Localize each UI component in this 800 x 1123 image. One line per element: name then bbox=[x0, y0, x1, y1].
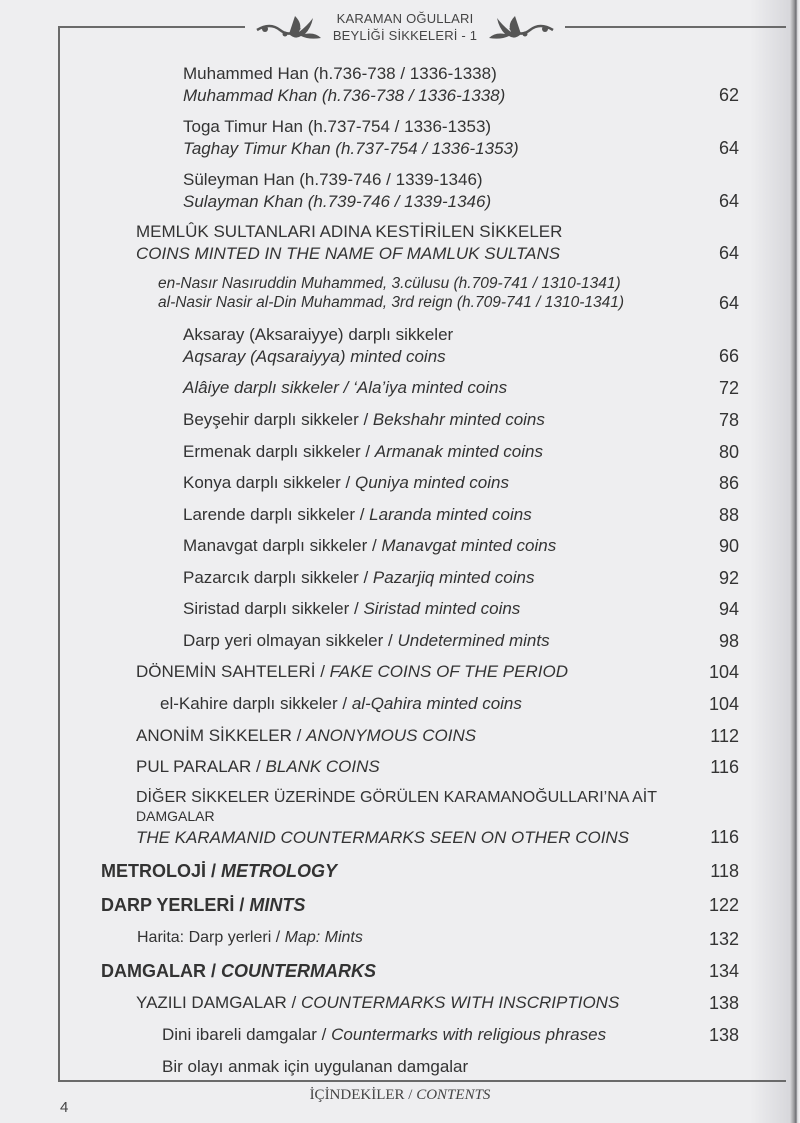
entry-title-en: al-Nasir Nasir al-Din Muhammad, 3rd reign (h.709-741 / 1310-1341) bbox=[158, 294, 625, 311]
entry-page: 98 bbox=[718, 631, 739, 651]
entry-page: 64 bbox=[718, 191, 739, 211]
entry-page: 90 bbox=[718, 536, 739, 556]
entry-title-tr: Süleyman Han (h.739-746 / 1339-1346) bbox=[183, 170, 483, 189]
entry-title-tr: Konya darplı sikkeler / bbox=[183, 473, 355, 492]
entry-page: 64 bbox=[718, 293, 739, 313]
page-number: 4 bbox=[60, 1099, 69, 1116]
entry-title-tr: YAZILI DAMGALAR / bbox=[136, 993, 302, 1012]
entry-page: 116 bbox=[710, 757, 739, 777]
entry-title-en: Aqsaray (Aqsaraiyya) minted coins bbox=[183, 347, 446, 366]
entry-title-en: ‘Ala’iya minted coins bbox=[353, 378, 508, 397]
entry-title-en: Undetermined mints bbox=[397, 631, 550, 650]
footer-title-en: CONTENTS bbox=[416, 1087, 491, 1103]
entry-title-en: COUNTERMARKS WITH INSCRIPTIONS bbox=[301, 993, 620, 1012]
entry-title-tr: Beyşehir darplı sikkeler / bbox=[183, 410, 373, 429]
entry-title-en: Muhammad Khan (h.736-738 / 1336-1338) bbox=[183, 86, 506, 105]
entry-page: 116 bbox=[710, 827, 739, 847]
entry-title-en: FAKE COINS OF THE PERIOD bbox=[329, 662, 568, 681]
entry-page: 122 bbox=[708, 895, 739, 915]
entry-page: 88 bbox=[718, 505, 739, 525]
entry-title-tr-line2: DAMGALAR bbox=[136, 808, 215, 824]
page-edge bbox=[790, 0, 800, 1123]
entry-page: 86 bbox=[718, 473, 739, 493]
entry-title-tr: DİĞER SİKKELER ÜZERİNDE GÖRÜLEN KARAMANOĞULLARI’NA AİT bbox=[136, 789, 658, 806]
entry-page: 62 bbox=[718, 85, 739, 105]
entry-title-tr: Manavgat darplı sikkeler / bbox=[183, 536, 382, 555]
entry-page: 78 bbox=[718, 410, 739, 430]
entry-title-tr: Pazarcık darplı sikkeler / bbox=[183, 568, 373, 587]
entry-title-en: Pazarjiq minted coins bbox=[372, 568, 535, 587]
entry-title-en: Siristad minted coins bbox=[363, 599, 521, 618]
entry-title-en: Taghay Timur Khan (h.737-754 / 1336-1353) bbox=[183, 139, 519, 158]
entry-page: 118 bbox=[710, 861, 739, 881]
entry-page: 94 bbox=[718, 599, 739, 619]
entry-title-en: Countermarks with religious phrases bbox=[331, 1025, 607, 1044]
header-line-2: BEYLİĞİ SİKKELERİ - 1 bbox=[332, 28, 478, 43]
entry-title-tr: Bir olayı anmak için uygulanan damgalar bbox=[162, 1057, 469, 1076]
entry-page: 64 bbox=[718, 243, 739, 263]
entry-title-en: COINS MINTED IN THE NAME OF MAMLUK SULTANS bbox=[136, 244, 561, 263]
entry-page: 104 bbox=[708, 694, 739, 714]
entry-title-en: BLANK COINS bbox=[265, 757, 380, 776]
entry-page: 66 bbox=[718, 346, 739, 366]
entry-title-en: THE KARAMANID COUNTERMARKS SEEN ON OTHER COINS bbox=[136, 828, 630, 847]
entry-title-tr: en-Nasır Nasıruddin Muhammed, 3.cülusu (h.709-741 / 1310-1341) bbox=[158, 275, 621, 292]
floral-ornament-icon bbox=[255, 12, 325, 42]
entry-title-tr: DÖNEMİN SAHTELERİ / bbox=[136, 662, 330, 681]
entry-title-en: Manavgat minted coins bbox=[381, 536, 557, 555]
entry-title-tr: Darp yeri olmayan sikkeler / bbox=[183, 631, 398, 650]
entry-title-en: Laranda minted coins bbox=[369, 505, 532, 524]
entry-title-tr: Harita: Darp yerleri / bbox=[137, 929, 285, 946]
entry-title-tr: Dini ibareli damgalar / bbox=[162, 1025, 332, 1044]
entry-title-tr: DARP YERLERİ / bbox=[101, 895, 250, 915]
entry-title-tr: Ermenak darplı sikkeler / bbox=[183, 442, 375, 461]
entry-page: 112 bbox=[710, 726, 739, 746]
entry-title-tr: METROLOJİ / bbox=[101, 861, 222, 881]
entry-page: 138 bbox=[708, 1025, 739, 1045]
entry-page: 64 bbox=[718, 138, 739, 158]
entry-title-tr: DAMGALAR / bbox=[101, 961, 221, 981]
entry-page: 132 bbox=[708, 929, 739, 949]
entry-title-en: Bekshahr minted coins bbox=[372, 410, 545, 429]
entry-title-en: Sulayman Khan (h.739-746 / 1339-1346) bbox=[183, 192, 492, 211]
entry-page: 80 bbox=[718, 442, 739, 462]
entry-title-en: Armanak minted coins bbox=[374, 442, 543, 461]
entry-title-en: COUNTERMARKS bbox=[221, 961, 376, 981]
entry-page: 72 bbox=[718, 378, 739, 398]
entry-title-en: al-Qahira minted coins bbox=[351, 694, 522, 713]
entry-title-en: METROLOGY bbox=[221, 861, 338, 881]
entry-page: 138 bbox=[708, 993, 739, 1013]
entry-page: 104 bbox=[708, 662, 739, 682]
entry-title-tr: Muhammed Han (h.736-738 / 1336-1338) bbox=[183, 64, 497, 83]
entry-title-tr: ANONİM SİKKELER / bbox=[136, 726, 307, 745]
entry-title-en: Quniya minted coins bbox=[354, 473, 509, 492]
entry-title-tr: Larende darplı sikkeler / bbox=[183, 505, 370, 524]
running-footer-title bbox=[0, 1087, 800, 1104]
entry-title-tr: Toga Timur Han (h.737-754 / 1336-1353) bbox=[183, 117, 492, 136]
entry-title-tr: Aksaray (Aksaraiyye) darplı sikkeler bbox=[183, 325, 454, 344]
entry-page: 134 bbox=[708, 961, 739, 981]
running-header bbox=[245, 6, 565, 48]
entry-title-tr: Siristad darplı sikkeler / bbox=[183, 599, 364, 618]
entry-title-en: MINTS bbox=[249, 895, 306, 915]
entry-title-tr: el-Kahire darplı sikkeler / bbox=[160, 694, 352, 713]
entry-title-en: Map: Mints bbox=[284, 929, 363, 946]
entry-title-en: ANONYMOUS COINS bbox=[306, 726, 477, 745]
entry-title-tr: PUL PARALAR / bbox=[136, 757, 266, 776]
footer-title-tr: İÇİNDEKİLER / bbox=[309, 1087, 417, 1103]
entry-title-tr: Alâiye darplı sikkeler / bbox=[183, 378, 354, 397]
header-line-1: KARAMAN OĞULLARI bbox=[336, 11, 474, 26]
entry-title-tr: MEMLÛK SULTANLARI ADINA KESTİRİLEN SİKKELER bbox=[136, 222, 563, 241]
entry-page: 92 bbox=[718, 568, 739, 588]
floral-ornament-icon bbox=[485, 12, 555, 42]
